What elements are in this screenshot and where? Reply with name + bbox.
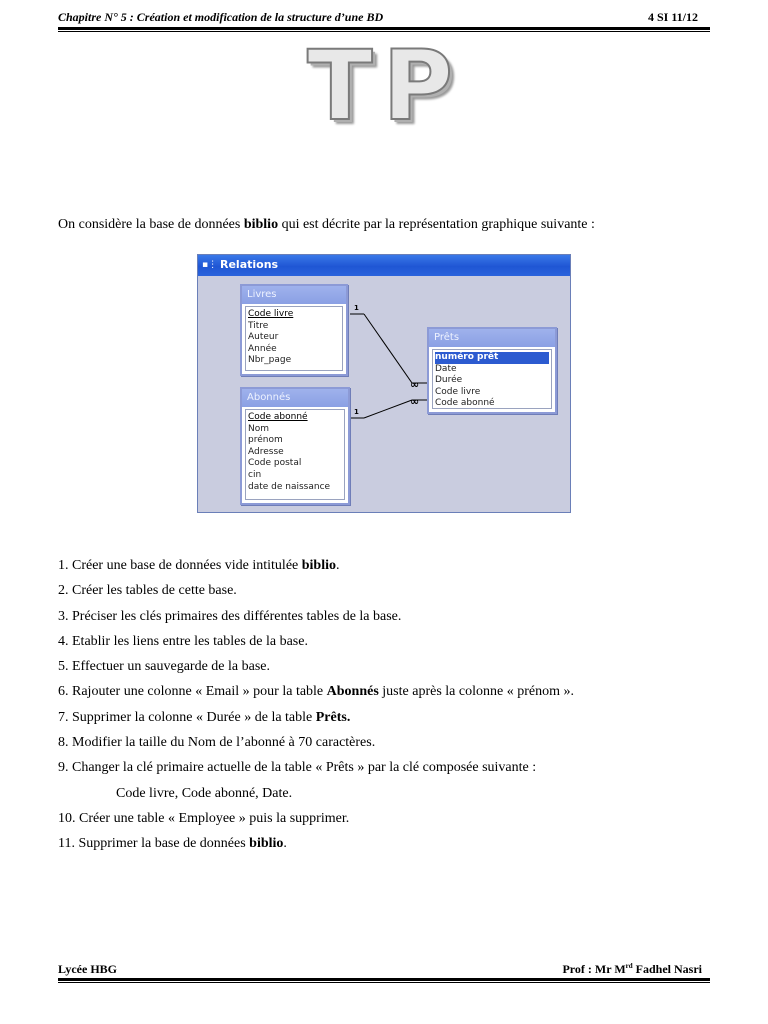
question-text: Code livre, Code abonné, Date.	[116, 785, 293, 801]
question-item	[58, 734, 718, 759]
question-item	[58, 658, 718, 683]
field-code-abonne[interactable]: Code abonné	[248, 412, 308, 422]
question-bold: biblio	[249, 836, 284, 852]
question-text: Préciser les clés primaires des différentes tables de la base.	[68, 608, 402, 624]
table-abonnes-title[interactable]: Abonnés	[242, 389, 348, 407]
question-text-end: juste après la colonne « prénom ».	[378, 684, 574, 700]
question-item	[58, 683, 718, 708]
footer-rule-thin	[58, 982, 710, 983]
link-livres-prets[interactable]	[364, 314, 412, 383]
tp-title: TP	[307, 30, 463, 142]
table-livres-title[interactable]: Livres	[242, 286, 346, 304]
field-auteur[interactable]: Auteur	[248, 332, 279, 343]
question-number: 6.	[58, 684, 69, 700]
field-adresse[interactable]: Adresse	[248, 446, 284, 457]
school-name: Lycée HBG	[58, 962, 117, 976]
question-item-continuation	[58, 785, 718, 810]
field-prets-code-livre[interactable]: Code livre	[435, 386, 481, 397]
field-nom[interactable]: Nom	[248, 423, 270, 434]
question-text: Supprimer la colonne « Durée » de la table	[68, 709, 316, 725]
field-duree[interactable]: Durée	[435, 375, 463, 386]
field-numero-pret[interactable]: numéro prêt	[435, 352, 549, 364]
question-number: 7.	[58, 709, 69, 725]
questions-list	[58, 557, 718, 861]
intro-db-name: biblio	[243, 217, 279, 232]
question-number: 4.	[58, 633, 69, 649]
question-text: Changer la clé primaire actuelle de la table « Prêts » par la clé composée suivante :	[68, 760, 537, 776]
teacher-sup: rd	[625, 962, 633, 970]
footer-rule	[58, 978, 710, 981]
table-prets-fields	[432, 349, 552, 409]
field-titre[interactable]: Titre	[248, 320, 269, 331]
question-number: 5.	[58, 659, 69, 675]
question-text-end: .	[283, 836, 287, 852]
card-many-abonnes: ∞	[410, 395, 420, 408]
teacher-fullname: Fadhel Nasri	[632, 962, 702, 976]
intro-text-before: On considère la base de données	[58, 217, 244, 232]
card-one-livres: 1	[354, 304, 359, 312]
field-code-postal[interactable]: Code postal	[248, 458, 302, 469]
question-item	[58, 582, 718, 607]
question-item	[58, 835, 718, 860]
field-cin[interactable]: cin	[248, 469, 262, 480]
question-text: Créer une table « Employee » puis la supprimer.	[75, 810, 350, 826]
question-text: Modifier la taille du Nom de l’abonné à 70 caractères.	[68, 735, 376, 751]
table-abonnes[interactable]	[240, 387, 350, 505]
question-text: Rajouter une colonne « Email » pour la table	[68, 684, 327, 700]
question-text: Effectuer un sauvegarde de la base.	[68, 659, 270, 675]
card-many-livres: ∞	[410, 378, 420, 391]
question-bold: biblio	[301, 558, 336, 573]
field-annee[interactable]: Année	[248, 343, 277, 354]
table-livres-fields	[245, 306, 343, 371]
card-one-abonnes: 1	[354, 408, 359, 416]
question-item	[58, 557, 718, 582]
relations-window-title: Relations	[220, 258, 279, 271]
field-prenom[interactable]: prénom	[248, 435, 283, 446]
table-prets[interactable]	[427, 327, 557, 414]
question-item	[58, 709, 718, 734]
question-text-end: .	[336, 558, 340, 573]
table-prets-title[interactable]: Prêts	[429, 329, 555, 347]
table-livres[interactable]	[240, 284, 348, 376]
question-text: Créer les tables de cette base.	[68, 583, 237, 599]
field-nbr-page[interactable]: Nbr_page	[248, 355, 292, 366]
field-prets-code-abonne[interactable]: Code abonné	[435, 398, 495, 409]
question-item	[58, 759, 718, 784]
question-number: 10.	[58, 810, 76, 826]
link-abonnes-prets[interactable]	[364, 400, 412, 418]
intro-paragraph	[58, 217, 718, 233]
table-abonnes-fields	[245, 409, 345, 500]
question-number: 8.	[58, 735, 69, 751]
field-date[interactable]: Date	[435, 363, 457, 374]
question-text: Créer une base de données vide intitulée	[68, 558, 302, 573]
chapter-title: Chapitre N° 5 : Création et modification de la structure d’une BD	[58, 10, 384, 24]
class-label: 4 SI 11/12	[647, 10, 698, 24]
question-bold: Abonnés	[326, 684, 379, 700]
relations-window-icon: ▪⋮	[202, 260, 218, 270]
question-text: Supprimer la base de données	[74, 836, 250, 852]
question-item	[58, 608, 718, 633]
field-date-naissance[interactable]: date de naissance	[248, 481, 331, 492]
question-item	[58, 633, 718, 658]
field-code-livre[interactable]: Code livre	[248, 309, 294, 319]
question-number: 1.	[58, 558, 69, 573]
question-text: Etablir les liens entre les tables de la base.	[68, 633, 308, 649]
teacher-prefix: Prof : Mr M	[562, 962, 626, 976]
question-number: 2.	[58, 583, 69, 599]
question-item	[58, 810, 718, 835]
question-number: 9.	[58, 760, 69, 776]
question-number: 11.	[58, 836, 75, 852]
relations-window	[197, 254, 571, 513]
intro-text-after: qui est décrite par la représentation graphique suivante :	[278, 217, 595, 232]
teacher-name	[562, 962, 702, 977]
question-bold: Prêts.	[315, 709, 351, 725]
question-number: 3.	[58, 608, 69, 624]
